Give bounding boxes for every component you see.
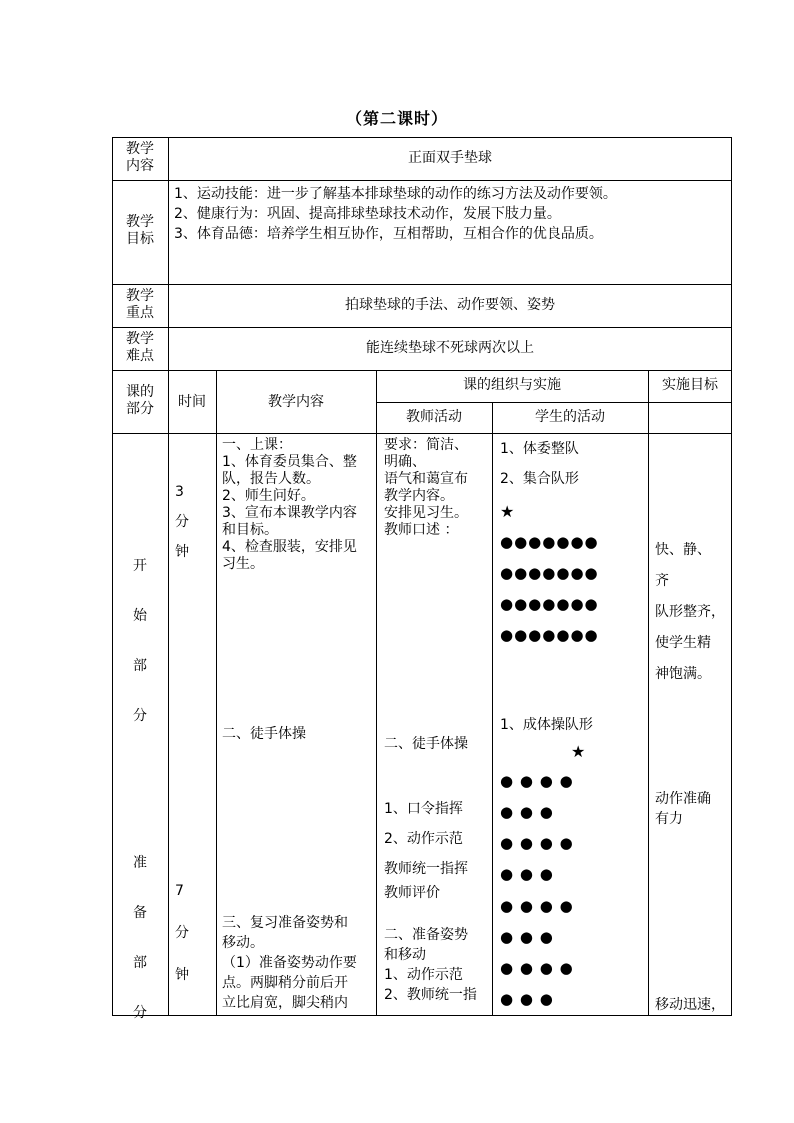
teacher-exercise: 二、徒手体操 xyxy=(384,736,468,752)
goal-list xyxy=(174,184,617,244)
goal-item: 1、运动技能：进一步了解基本排球垫球的动作的练习方法及动作要领。 xyxy=(174,186,617,202)
gym-formation-row: ● ● ● xyxy=(500,928,554,946)
teacher-prep: 二、准备姿势 和移动 1、动作示范 2、教师统一指 xyxy=(384,927,477,1003)
goal-start: 快、静、 齐 队形整齐， 使学生精 神饱满。 xyxy=(655,542,725,682)
formation-row: ●●●●●●● xyxy=(500,533,599,551)
col-header-org: 课的组织与实施 xyxy=(463,377,561,393)
col-header-time: 时间 xyxy=(178,394,206,410)
col-divider xyxy=(492,402,493,1016)
student-line-2: 2、集合队形 xyxy=(500,471,579,487)
student-line-3: 1、成体操队形 xyxy=(500,717,593,733)
row-divider xyxy=(112,433,732,434)
row-divider xyxy=(376,402,732,403)
goal-label: 教学 目标 xyxy=(126,214,154,247)
time-prep: 7 分 钟 xyxy=(175,883,189,983)
row-divider xyxy=(112,284,732,285)
col-divider xyxy=(168,137,169,1016)
col-header-student: 学生的活动 xyxy=(535,409,605,425)
col-header-teacher: 教师活动 xyxy=(406,409,462,425)
lesson-title: （第二课时） xyxy=(345,109,448,128)
gym-formation-row: ● ● ● ● xyxy=(500,897,574,915)
part-start-label: 开 始 部 分 xyxy=(133,558,147,724)
gym-formation-row: ● ● ● ● xyxy=(500,772,574,790)
goal-prep: 移动迅速， xyxy=(655,997,725,1013)
time-start: 3 分 钟 xyxy=(175,484,189,560)
key-value: 拍球垫球的手法、动作要领、姿势 xyxy=(345,297,555,313)
content-exercise: 二、徒手体操 xyxy=(222,726,306,742)
difficulty-value: 能连续垫球不死球两次以上 xyxy=(366,340,534,356)
content-value: 正面双手垫球 xyxy=(408,150,492,166)
formation-row: ●●●●●●● xyxy=(500,595,599,613)
row-divider xyxy=(112,370,732,371)
col-header-part: 课的 部分 xyxy=(126,384,154,417)
gym-formation-row: ● ● ● xyxy=(500,803,554,821)
teacher-star-icon: ★ xyxy=(500,502,515,521)
difficulty-label: 教学 难点 xyxy=(126,331,154,364)
gym-formation-row: ● ● ● ● xyxy=(500,834,574,852)
formation-row: ●●●●●●● xyxy=(500,626,599,644)
col-divider xyxy=(376,370,377,1016)
student-line-1: 1、体委整队 xyxy=(500,441,579,457)
content-start: 一、上课： 1、体育委员集合、整 队，报告人数。 2、师生问好。 3、宣布本课教学内容 和目标。 4、检查服装，安排见 习生。 xyxy=(222,437,357,572)
teacher-exercise-steps: 1、口令指挥 2、动作示范 教师统一指挥 教师评价 xyxy=(384,801,468,901)
teacher-start: 要求：简洁、 明确、 语气和蔼宣布 教学内容。 安排见习生。 教师口述 ： xyxy=(384,437,468,538)
goal-item: 2、健康行为：巩固、提高排球垫球技术动作，发展下肢力量。 xyxy=(174,206,561,222)
col-divider xyxy=(648,370,649,1016)
row-divider xyxy=(112,180,732,181)
col-divider xyxy=(216,370,217,1016)
teacher-star-icon: ★ xyxy=(571,742,586,761)
content-label: 教学 内容 xyxy=(126,141,154,174)
gym-formation-row: ● ● ● xyxy=(500,865,554,883)
key-label: 教学 重点 xyxy=(126,288,154,321)
part-prep-label: 准 备 部 分 xyxy=(133,855,147,1021)
col-header-content: 教学内容 xyxy=(268,394,324,410)
formation-row: ●●●●●●● xyxy=(500,564,599,582)
gym-formation-row: ● ● ● ● xyxy=(500,959,574,977)
goal-item: 3、体育品德：培养学生相互协作，互相帮助，互相合作的优良品质。 xyxy=(174,226,603,242)
gym-formation-row: ● ● ● xyxy=(500,990,554,1008)
col-header-goal: 实施目标 xyxy=(662,377,718,393)
content-prep: 三、复习准备姿势和 移动。 （1）准备姿势动作要 点。两脚稍分前后开 立比肩宽，脚尖稍内 xyxy=(222,915,357,1011)
row-divider xyxy=(112,327,732,328)
goal-exercise: 动作准确 有力 xyxy=(655,791,711,827)
